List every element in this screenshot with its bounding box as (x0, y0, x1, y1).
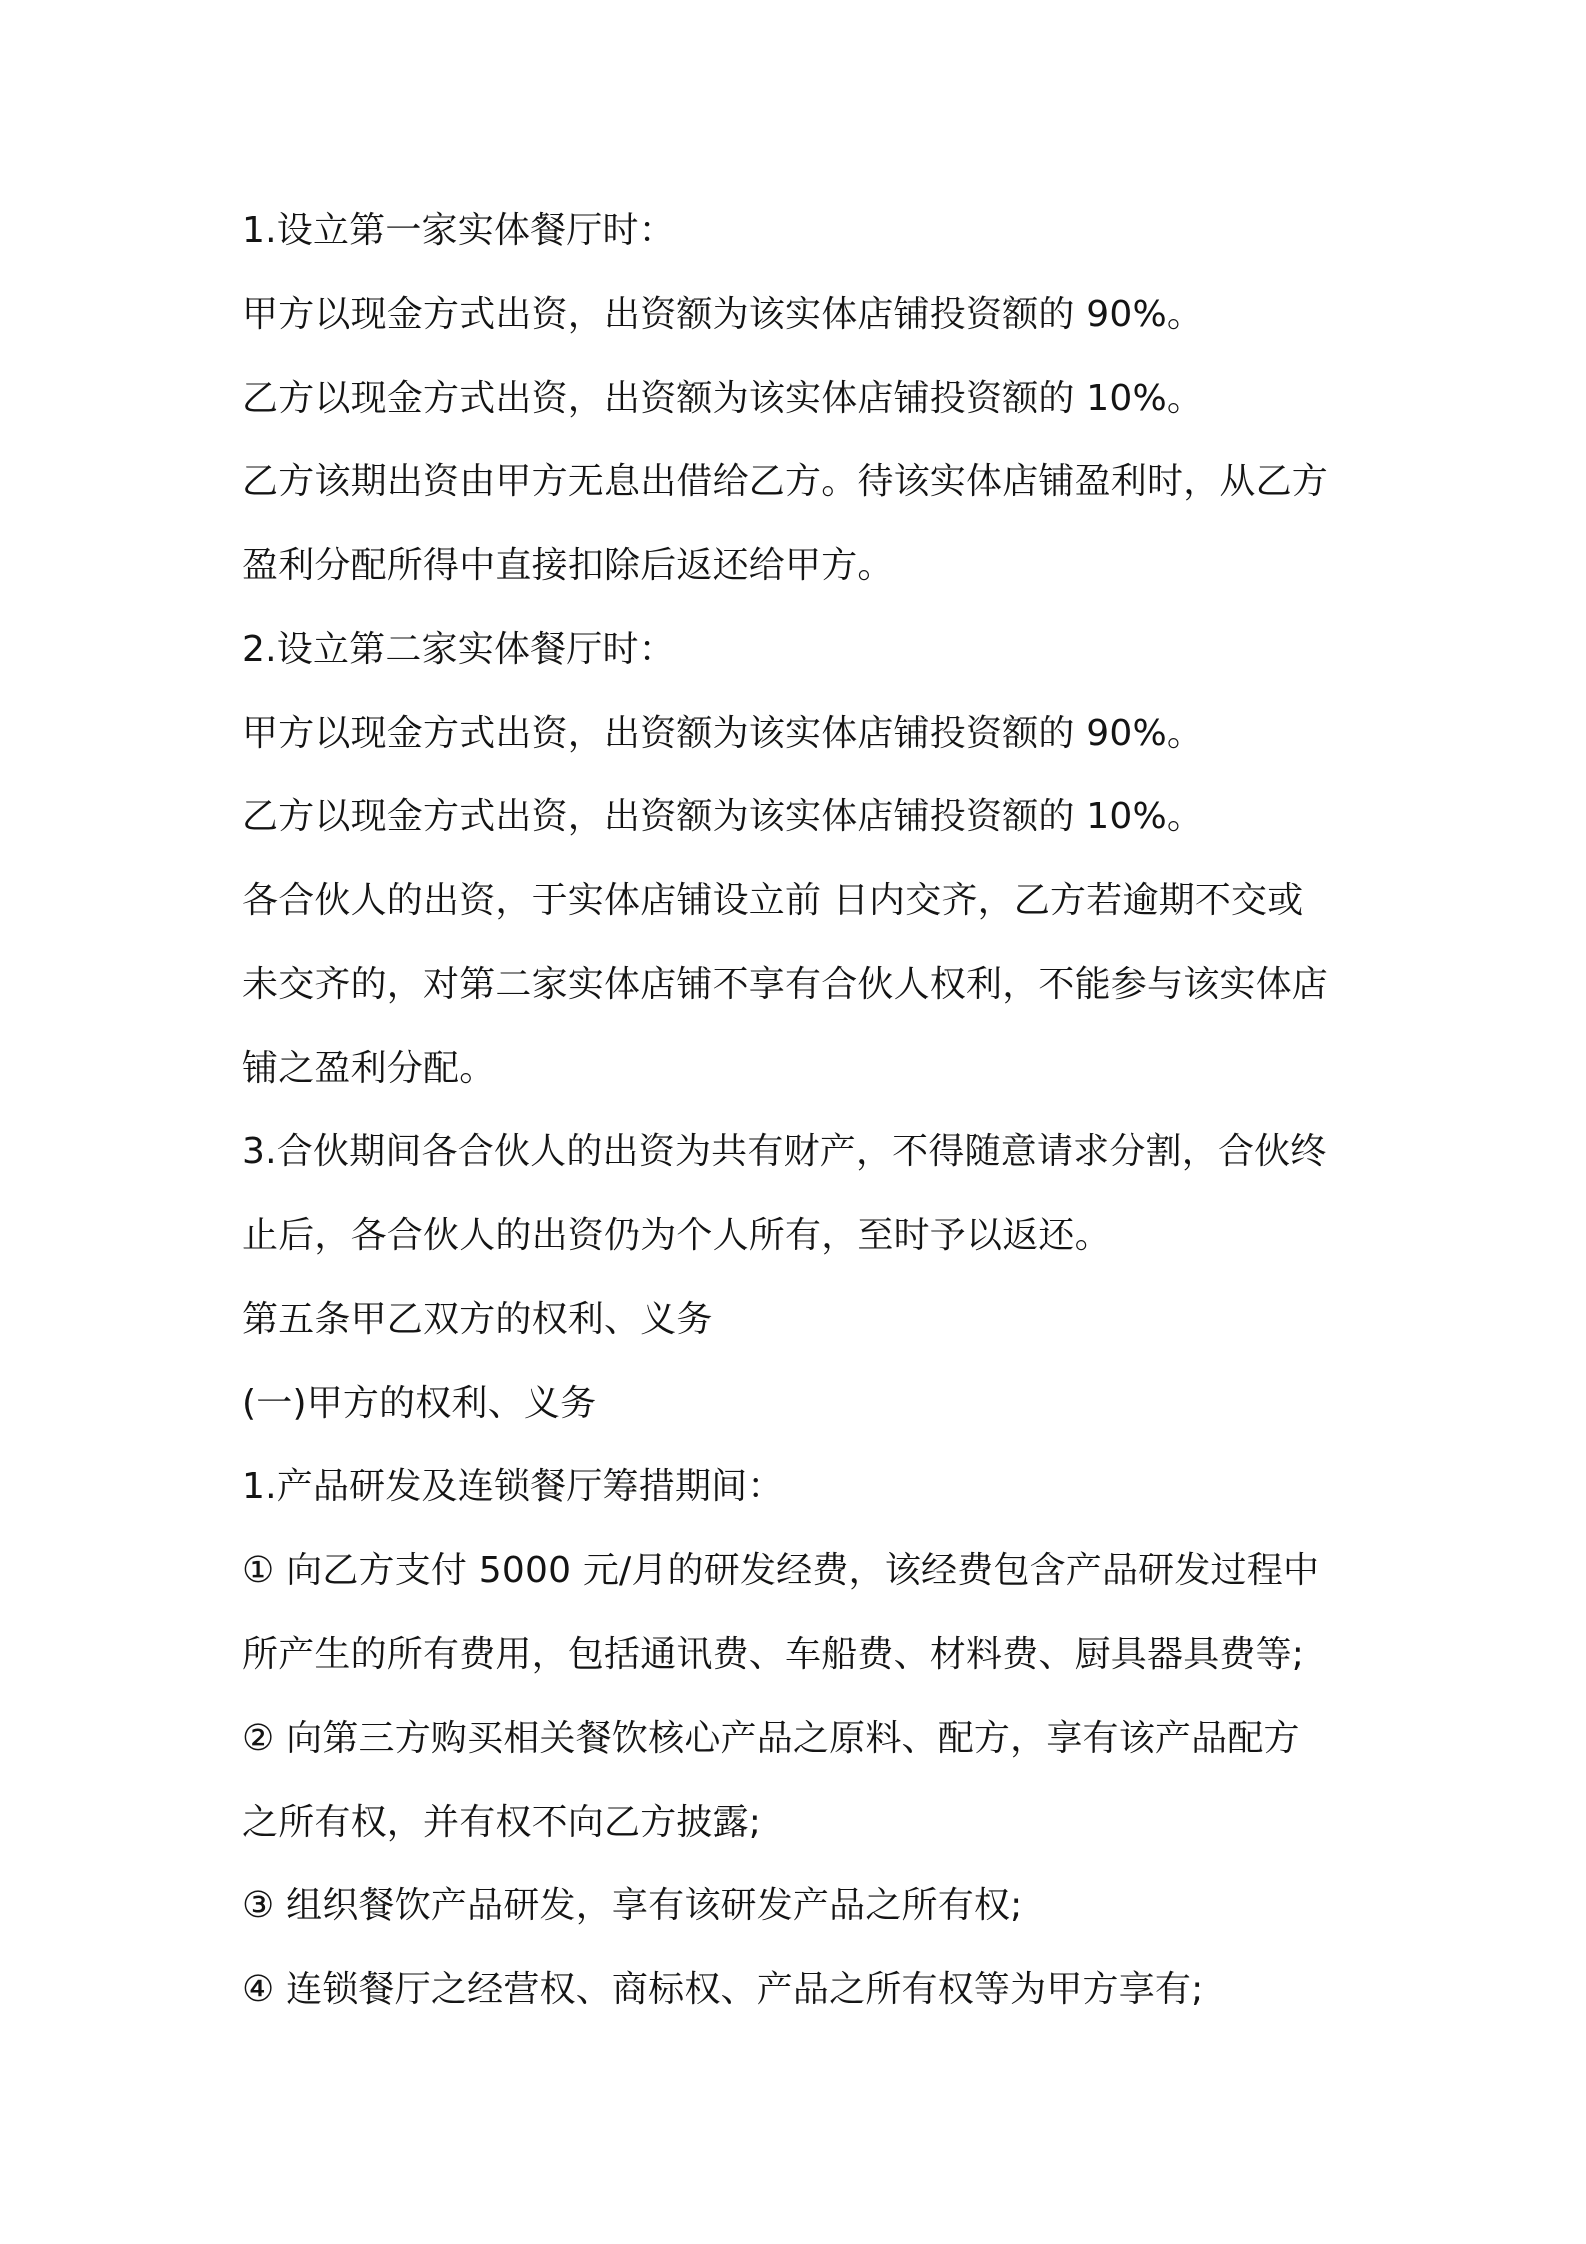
document-body (242, 189, 1402, 2032)
subsection-heading: (一)甲方的权利、义务 (242, 1382, 597, 1424)
text-line: 乙方该期出资由甲方无息出借给乙方。待该实体店铺盈利时，从乙方 (242, 461, 1329, 503)
section-heading: 第五条甲乙双方的权利、义务 (242, 1298, 713, 1340)
text-line: 铺之盈利分配。 (242, 1047, 496, 1089)
list-item: ② 向第三方购买相关餐饮核心产品之原料、配方，享有该产品配方 (242, 1717, 1300, 1759)
text-line: 1.设立第一家实体餐厅时： (242, 210, 675, 251)
list-item: ③ 组织餐饮产品研发，享有该研发产品之所有权; (242, 1885, 1023, 1927)
text-line: 乙方以现金方式出资，出资额为该实体店铺投资额的 10%。 (242, 796, 1204, 838)
list-item: ④ 连锁餐厅之经营权、商标权、产品之所有权等为甲方享有; (242, 1969, 1204, 2011)
text-line: 止后，各合伙人的出资仍为个人所有，至时予以返还。 (242, 1215, 1111, 1257)
list-item: ① 向乙方支付 5000 元/月的研发经费，该经费包含产品研发过程中 (242, 1550, 1320, 1592)
text-line: 甲方以现金方式出资，出资额为该实体店铺投资额的 90%。 (242, 712, 1204, 754)
text-line: 所产生的所有费用，包括通讯费、车船费、材料费、厨具器具费等; (242, 1634, 1305, 1676)
text-line: 甲方以现金方式出资，出资额为该实体店铺投资额的 90%。 (242, 293, 1204, 335)
text-line: 未交齐的，对第二家实体店铺不享有合伙人权利，不能参与该实体店 (242, 963, 1329, 1005)
text-line: 之所有权，并有权不向乙方披露; (242, 1801, 762, 1843)
text-line: 乙方以现金方式出资，出资额为该实体店铺投资额的 10%。 (242, 377, 1204, 419)
text-line: 3.合伙期间各合伙人的出资为共有财产，不得随意请求分割，合伙终 (242, 1131, 1327, 1173)
text-line: 各合伙人的出资，于实体店铺设立前 日内交齐，乙方若逾期不交或 (242, 880, 1304, 922)
text-line: 2.设立第二家实体餐厅时： (242, 628, 675, 670)
text-line: 1.产品研发及连锁餐厅筹措期间： (242, 1466, 784, 1508)
text-line: 盈利分配所得中直接扣除后返还给甲方。 (242, 545, 894, 587)
